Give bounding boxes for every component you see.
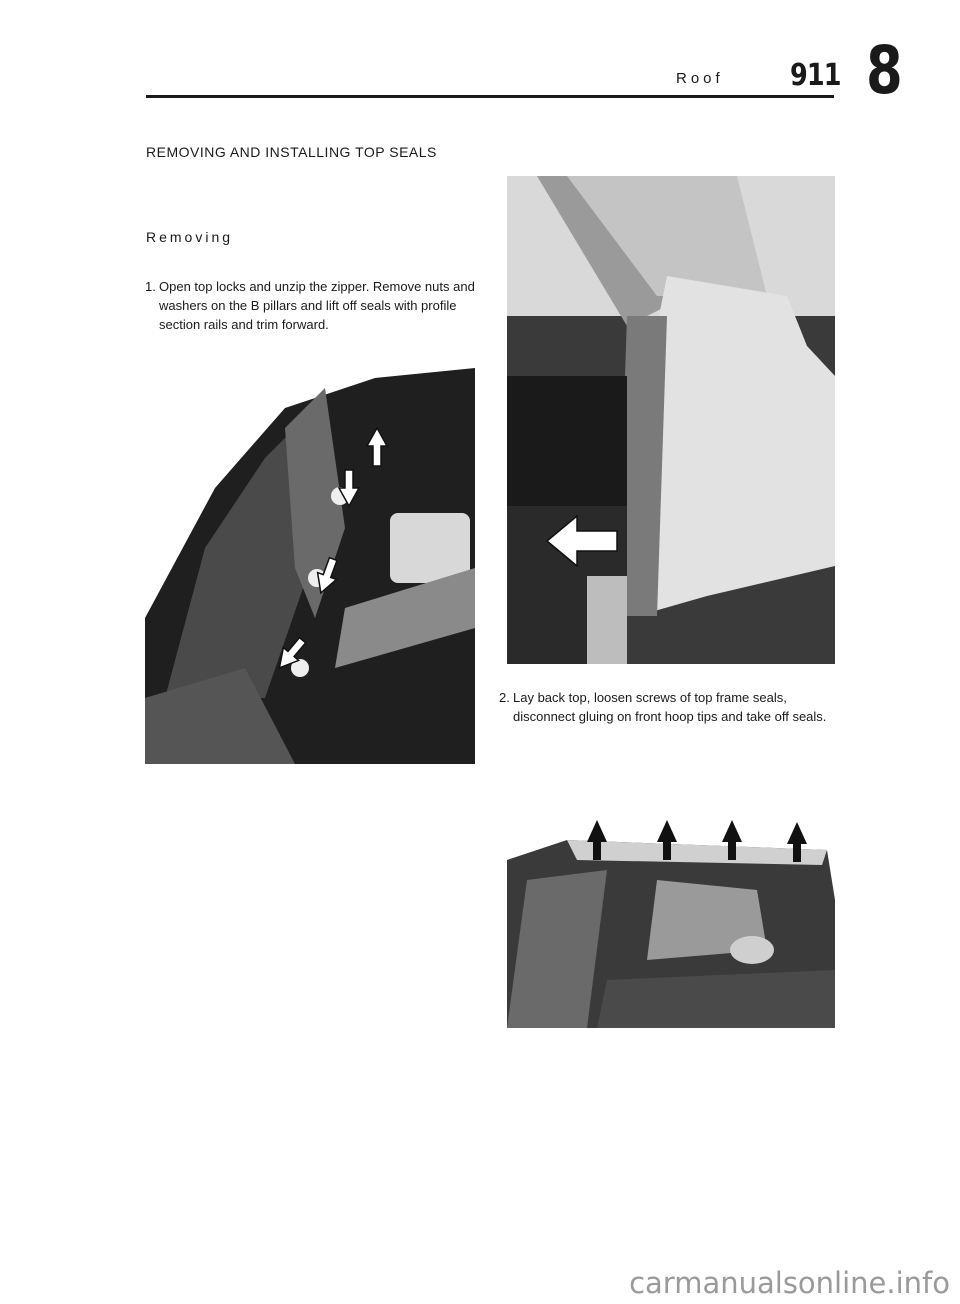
header-rule: [146, 95, 834, 98]
header-section: Roof: [676, 70, 724, 87]
watermark: carmanualsonline.info: [629, 1266, 950, 1300]
step-2-text: Lay back top, loosen screws of top frame seals, disconnect gluing on front hoop tips and take off seals.: [513, 690, 827, 724]
header-model: 911: [790, 58, 841, 93]
step-1-number: 1.: [145, 279, 156, 294]
photo-b-pillar: [145, 368, 475, 764]
section-title: REMOVING AND INSTALLING TOP SEALS: [146, 144, 437, 160]
photo-top-frame: [507, 176, 835, 664]
photo-front-hoop: [507, 820, 835, 1028]
step-1: [145, 277, 475, 334]
step-1-text: Open top locks and unzip the zipper. Remove nuts and washers on the B pillars and lift off seals with profile section rails and trim forward.: [159, 279, 475, 332]
step-2-number: 2.: [499, 690, 510, 705]
subheading: Removing: [146, 229, 234, 245]
step-2: [499, 688, 834, 726]
header-chapter: 8: [866, 32, 903, 109]
